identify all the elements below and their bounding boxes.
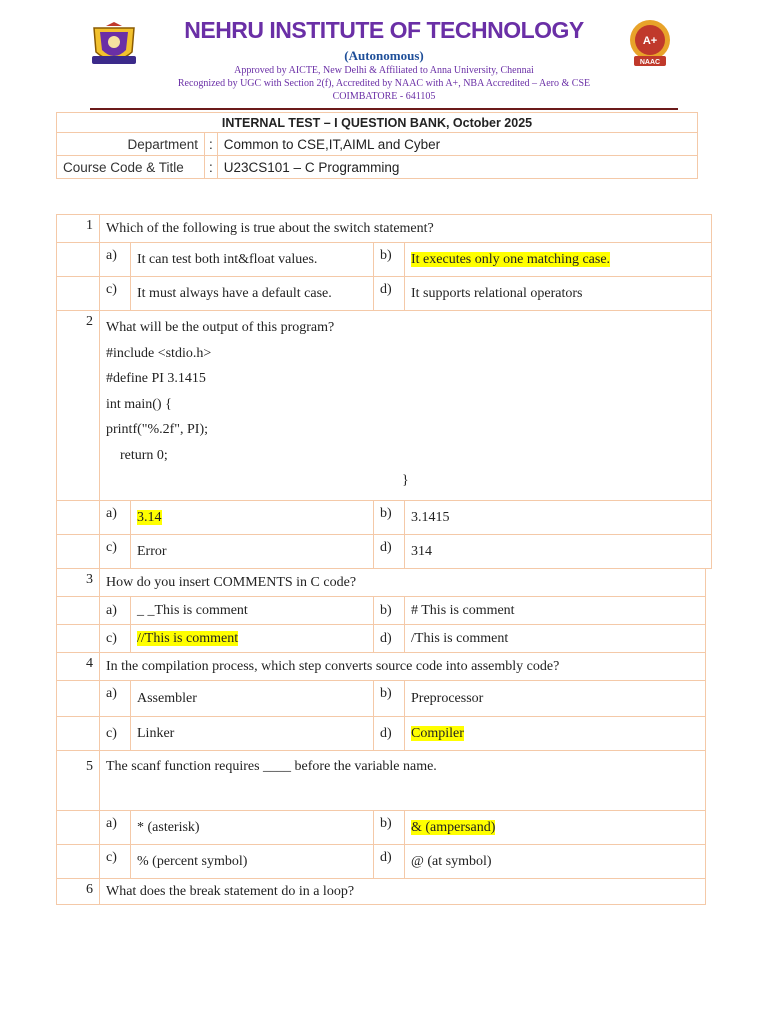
course-value: U23CS101 – C Programming (217, 156, 697, 179)
option-d-correct: Compiler (405, 717, 706, 751)
naac-label: NAAC (639, 59, 661, 66)
option-c: It must always have a default case. (131, 277, 374, 311)
option-label: b) (374, 681, 405, 717)
option-label: a) (100, 681, 131, 717)
colon: : (205, 133, 218, 156)
option-label: b) (374, 811, 405, 845)
option-a: * (asterisk) (131, 811, 374, 845)
option-label: d) (374, 625, 405, 653)
code-line: return 0; (106, 447, 168, 463)
question-4 (56, 652, 706, 751)
option-d: /This is comment (405, 625, 706, 653)
option-c: Linker (131, 717, 374, 751)
recognition-line: Recognized by UGC with Section 2(f), Accredited by NAAC with A+, NBA Accredited – Aero & CSE (177, 78, 591, 89)
question-number: 1 (57, 215, 100, 243)
document-header (0, 0, 768, 112)
location-line: COIMBATORE - 641105 (332, 91, 436, 102)
option-label: a) (100, 811, 131, 845)
option-label: d) (374, 535, 405, 569)
option-b-correct: It executes only one matching case. (405, 243, 712, 277)
course-label: Course Code & Title (57, 156, 205, 179)
option-b: # This is comment (405, 597, 706, 625)
option-label: b) (374, 243, 405, 277)
option-label: c) (100, 717, 131, 751)
question-number: 2 (57, 311, 100, 501)
code-line: #include <stdio.h> (106, 345, 212, 361)
question-text: The scanf function requires ____ before the variable name. (100, 751, 706, 811)
option-b: 3.1415 (405, 501, 712, 535)
question-3 (56, 568, 706, 653)
option-label: c) (100, 625, 131, 653)
option-c-correct: //This is comment (131, 625, 374, 653)
question-text: Which of the following is true about the switch statement? (100, 215, 712, 243)
question-5 (56, 750, 706, 879)
question-number: 3 (57, 569, 100, 597)
option-d: 314 (405, 535, 712, 569)
autonomous-label: (Autonomous) (344, 48, 424, 63)
colon: : (205, 156, 218, 179)
option-label: d) (374, 845, 405, 879)
option-d: @ (at symbol) (405, 845, 706, 879)
question-2 (56, 310, 712, 569)
question-body (100, 311, 712, 501)
option-d: It supports relational operators (405, 277, 712, 311)
question-number: 6 (57, 879, 100, 905)
option-label: d) (374, 277, 405, 311)
question-text: How do you insert COMMENTS in C code? (100, 569, 706, 597)
option-label: d) (374, 717, 405, 751)
option-label: a) (100, 243, 131, 277)
option-a: Assembler (131, 681, 374, 717)
naac-grade: A+ (642, 35, 658, 47)
question-number: 5 (57, 751, 100, 811)
question-6 (56, 878, 706, 905)
option-a: It can test both int&float values. (131, 243, 374, 277)
code-line: printf("%.2f", PI); (106, 422, 209, 437)
option-a-correct: 3.14 (131, 501, 374, 535)
option-c: % (percent symbol) (131, 845, 374, 879)
header-divider (90, 108, 678, 110)
option-label: a) (100, 597, 131, 625)
test-info-table (56, 112, 698, 179)
code-line: int main() { (106, 396, 172, 412)
code-closing-brace: } (402, 473, 409, 488)
department-label: Department (57, 133, 205, 156)
question-text: What will be the output of this program? (106, 320, 335, 335)
question-1 (56, 214, 712, 311)
question-text: What does the break statement do in a loop? (100, 879, 706, 905)
option-b: Preprocessor (405, 681, 706, 717)
option-label: c) (100, 535, 131, 569)
option-label: c) (100, 277, 131, 311)
option-label: b) (374, 501, 405, 535)
naac-badge-icon (622, 16, 678, 72)
option-label: b) (374, 597, 405, 625)
option-c: Error (131, 535, 374, 569)
approval-line: Approved by AICTE, New Delhi & Affiliated to Anna University, Chennai (234, 65, 534, 76)
code-line: #define PI 3.1415 (106, 371, 206, 386)
question-number: 4 (57, 653, 100, 681)
option-a: _ _This is comment (131, 597, 374, 625)
department-value: Common to CSE,IT,AIML and Cyber (217, 133, 697, 156)
test-heading: INTERNAL TEST – I QUESTION BANK, October 2025 (57, 113, 698, 133)
question-text: In the compilation process, which step converts source code into assembly code? (100, 653, 706, 681)
option-b-correct: & (ampersand) (405, 811, 706, 845)
option-label: a) (100, 501, 131, 535)
institute-name: NEHRU INSTITUTE OF TECHNOLOGY (184, 17, 584, 43)
option-label: c) (100, 845, 131, 879)
